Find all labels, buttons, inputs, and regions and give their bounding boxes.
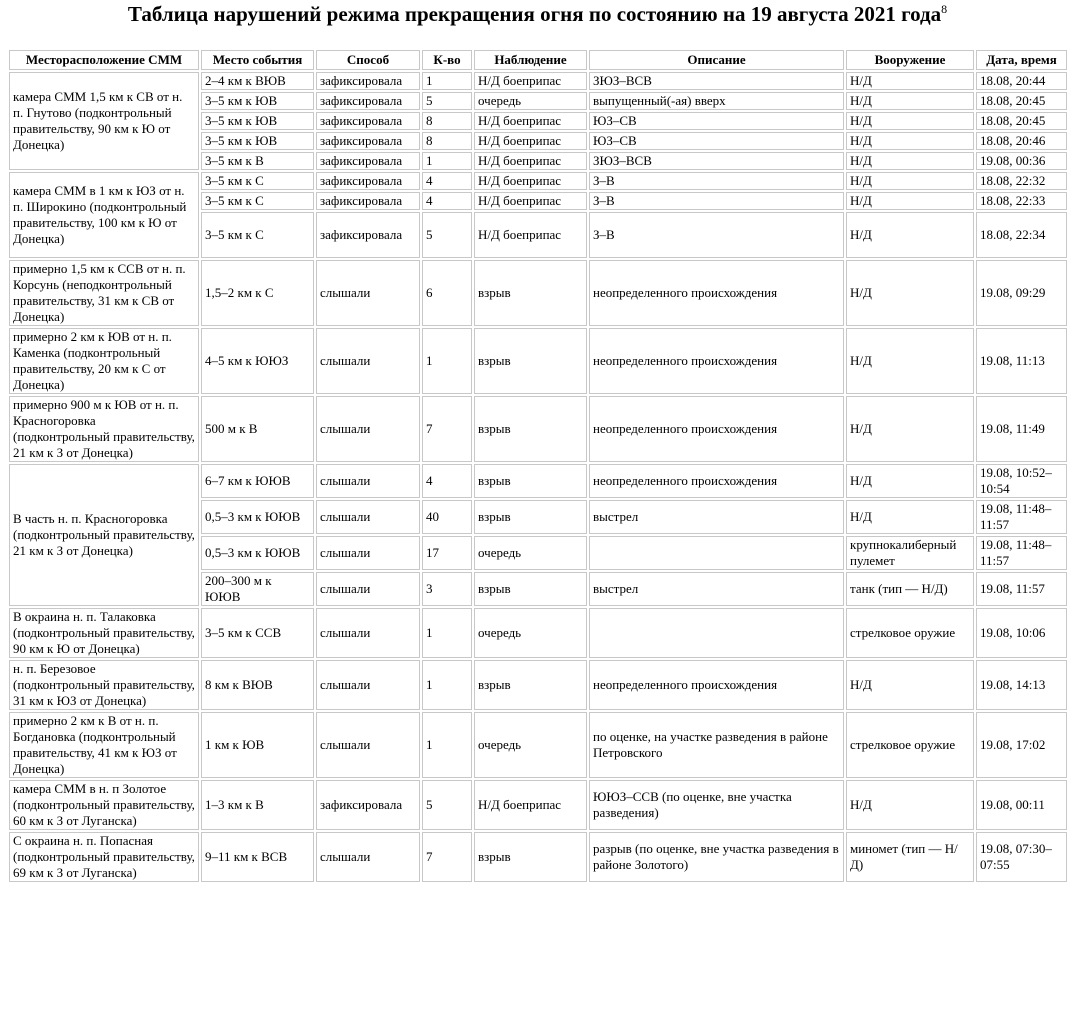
- event-place-cell: 0,5–3 км к ЮЮВ: [201, 536, 314, 570]
- event-place-cell: 2–4 км к ВЮВ: [201, 72, 314, 90]
- smm-location-cell: С окраина н. п. Попасная (подконтрольный правительству, 69 км к З от Луганска): [9, 832, 199, 882]
- event-place-cell: 8 км к ВЮВ: [201, 660, 314, 710]
- count-cell: 17: [422, 536, 472, 570]
- method-cell: зафиксировала: [316, 112, 420, 130]
- observation-cell: взрыв: [474, 832, 587, 882]
- smm-location-cell: н. п. Березовое (подконтрольный правительству, 31 км к ЮЗ от Донецка): [9, 660, 199, 710]
- event-place-cell: 500 м к В: [201, 396, 314, 462]
- event-place-cell: 3–5 км к С: [201, 192, 314, 210]
- event-place-cell: 3–5 км к ССВ: [201, 608, 314, 658]
- datetime-cell: 19.08, 11:48–11:57: [976, 500, 1067, 534]
- table-row: [9, 172, 1067, 190]
- observation-cell: очередь: [474, 712, 587, 778]
- event-place-cell: 3–5 км к С: [201, 212, 314, 258]
- datetime-cell: 18.08, 20:45: [976, 112, 1067, 130]
- description-cell: ЗЮЗ–ВСВ: [589, 72, 844, 90]
- event-place-cell: 3–5 км к ЮВ: [201, 112, 314, 130]
- datetime-cell: 19.08, 07:30–07:55: [976, 832, 1067, 882]
- table-row: [9, 396, 1067, 462]
- description-cell: ЮЗ–СВ: [589, 132, 844, 150]
- weapon-cell: Н/Д: [846, 396, 974, 462]
- method-cell: зафиксировала: [316, 152, 420, 170]
- observation-cell: Н/Д боеприпас: [474, 780, 587, 830]
- count-cell: 1: [422, 608, 472, 658]
- datetime-cell: 18.08, 20:44: [976, 72, 1067, 90]
- method-cell: слышали: [316, 832, 420, 882]
- footnote-marker: 8: [941, 2, 948, 16]
- datetime-cell: 19.08, 09:29: [976, 260, 1067, 326]
- event-place-cell: 6–7 км к ЮЮВ: [201, 464, 314, 498]
- description-cell: [589, 536, 844, 570]
- datetime-cell: 19.08, 10:06: [976, 608, 1067, 658]
- column-header: Место события: [201, 50, 314, 70]
- datetime-cell: 18.08, 22:33: [976, 192, 1067, 210]
- method-cell: слышали: [316, 396, 420, 462]
- observation-cell: Н/Д боеприпас: [474, 152, 587, 170]
- table-row: [9, 712, 1067, 778]
- weapon-cell: Н/Д: [846, 328, 974, 394]
- method-cell: зафиксировала: [316, 780, 420, 830]
- count-cell: 4: [422, 172, 472, 190]
- description-cell: разрыв (по оценке, вне участка разведения в районе Золотого): [589, 832, 844, 882]
- description-cell: выстрел: [589, 572, 844, 606]
- count-cell: 4: [422, 464, 472, 498]
- table-row: [9, 780, 1067, 830]
- table-row: [9, 832, 1067, 882]
- table-row: [9, 608, 1067, 658]
- smm-location-cell: примерно 2 км к ЮВ от н. п. Каменка (подконтрольный правительству, 20 км к С от Донецка): [9, 328, 199, 394]
- datetime-cell: 19.08, 10:52–10:54: [976, 464, 1067, 498]
- event-place-cell: 9–11 км к ВСВ: [201, 832, 314, 882]
- method-cell: слышали: [316, 328, 420, 394]
- datetime-cell: 19.08, 11:13: [976, 328, 1067, 394]
- weapon-cell: Н/Д: [846, 464, 974, 498]
- datetime-cell: 18.08, 20:45: [976, 92, 1067, 110]
- column-header: К-во: [422, 50, 472, 70]
- observation-cell: Н/Д боеприпас: [474, 72, 587, 90]
- column-header: Способ: [316, 50, 420, 70]
- method-cell: зафиксировала: [316, 172, 420, 190]
- observation-cell: взрыв: [474, 660, 587, 710]
- description-cell: выпущенный(-ая) вверх: [589, 92, 844, 110]
- table-row: [9, 660, 1067, 710]
- observation-cell: взрыв: [474, 260, 587, 326]
- method-cell: зафиксировала: [316, 132, 420, 150]
- description-cell: З–В: [589, 172, 844, 190]
- weapon-cell: Н/Д: [846, 260, 974, 326]
- weapon-cell: крупнокалиберный пулемет: [846, 536, 974, 570]
- smm-location-cell: примерно 1,5 км к ССВ от н. п. Корсунь (неподконтрольный правительству, 31 км к СВ от Донецка): [9, 260, 199, 326]
- description-cell: неопределенного происхождения: [589, 464, 844, 498]
- weapon-cell: танк (тип — Н/Д): [846, 572, 974, 606]
- weapon-cell: Н/Д: [846, 780, 974, 830]
- page-title: [0, 0, 1075, 34]
- weapon-cell: стрелковое оружие: [846, 712, 974, 778]
- count-cell: 7: [422, 832, 472, 882]
- weapon-cell: Н/Д: [846, 132, 974, 150]
- weapon-cell: Н/Д: [846, 112, 974, 130]
- observation-cell: взрыв: [474, 572, 587, 606]
- count-cell: 5: [422, 212, 472, 258]
- smm-location-cell: В часть н. п. Красногоровка (подконтрольный правительству, 21 км к З от Донецка): [9, 464, 199, 606]
- method-cell: слышали: [316, 260, 420, 326]
- table-row: [9, 464, 1067, 498]
- datetime-cell: 19.08, 00:36: [976, 152, 1067, 170]
- datetime-cell: 19.08, 11:49: [976, 396, 1067, 462]
- count-cell: 5: [422, 92, 472, 110]
- count-cell: 7: [422, 396, 472, 462]
- column-header: Описание: [589, 50, 844, 70]
- event-place-cell: 4–5 км к ЮЮЗ: [201, 328, 314, 394]
- weapon-cell: миномет (тип — Н/Д): [846, 832, 974, 882]
- description-cell: неопределенного происхождения: [589, 260, 844, 326]
- method-cell: слышали: [316, 660, 420, 710]
- observation-cell: взрыв: [474, 396, 587, 462]
- weapon-cell: Н/Д: [846, 72, 974, 90]
- event-place-cell: 0,5–3 км к ЮЮВ: [201, 500, 314, 534]
- description-cell: по оценке, на участке разведения в районе Петровского: [589, 712, 844, 778]
- smm-location-cell: камера СММ 1,5 км к СВ от н. п. Гнутово (подконтрольный правительству, 90 км к Ю от Донецка): [9, 72, 199, 170]
- table-row: [9, 72, 1067, 90]
- count-cell: 8: [422, 112, 472, 130]
- weapon-cell: Н/Д: [846, 172, 974, 190]
- description-cell: неопределенного происхождения: [589, 660, 844, 710]
- count-cell: 1: [422, 328, 472, 394]
- ceasefire-violations-table: [7, 48, 1069, 884]
- event-place-cell: 3–5 км к ЮВ: [201, 132, 314, 150]
- weapon-cell: Н/Д: [846, 660, 974, 710]
- description-cell: неопределенного происхождения: [589, 396, 844, 462]
- count-cell: 8: [422, 132, 472, 150]
- observation-cell: Н/Д боеприпас: [474, 212, 587, 258]
- description-cell: ЮЮЗ–ССВ (по оценке, вне участка разведения): [589, 780, 844, 830]
- observation-cell: взрыв: [474, 464, 587, 498]
- observation-cell: Н/Д боеприпас: [474, 172, 587, 190]
- weapon-cell: Н/Д: [846, 192, 974, 210]
- description-cell: выстрел: [589, 500, 844, 534]
- datetime-cell: 19.08, 11:57: [976, 572, 1067, 606]
- smm-location-cell: камера СММ в н. п Золотое (подконтрольный правительству, 60 км к З от Луганска): [9, 780, 199, 830]
- datetime-cell: 18.08, 22:32: [976, 172, 1067, 190]
- weapon-cell: Н/Д: [846, 212, 974, 258]
- header-row: [9, 50, 1067, 70]
- description-cell: З–В: [589, 192, 844, 210]
- column-header: Дата, время: [976, 50, 1067, 70]
- method-cell: слышали: [316, 464, 420, 498]
- table-header: [9, 50, 1067, 70]
- count-cell: 3: [422, 572, 472, 606]
- table-body: [9, 72, 1067, 882]
- datetime-cell: 18.08, 20:46: [976, 132, 1067, 150]
- observation-cell: Н/Д боеприпас: [474, 132, 587, 150]
- count-cell: 1: [422, 712, 472, 778]
- datetime-cell: 19.08, 11:48–11:57: [976, 536, 1067, 570]
- method-cell: слышали: [316, 712, 420, 778]
- weapon-cell: Н/Д: [846, 152, 974, 170]
- event-place-cell: 200–300 м к ЮЮВ: [201, 572, 314, 606]
- event-place-cell: 1,5–2 км к С: [201, 260, 314, 326]
- description-cell: [589, 608, 844, 658]
- datetime-cell: 19.08, 00:11: [976, 780, 1067, 830]
- observation-cell: взрыв: [474, 500, 587, 534]
- count-cell: 6: [422, 260, 472, 326]
- smm-location-cell: камера СММ в 1 км к ЮЗ от н. п. Широкино (подконтрольный правительству, 100 км к Ю от Донецка): [9, 172, 199, 258]
- datetime-cell: 19.08, 17:02: [976, 712, 1067, 778]
- datetime-cell: 19.08, 14:13: [976, 660, 1067, 710]
- table-row: [9, 328, 1067, 394]
- description-cell: неопределенного происхождения: [589, 328, 844, 394]
- method-cell: слышали: [316, 500, 420, 534]
- observation-cell: очередь: [474, 536, 587, 570]
- event-place-cell: 1 км к ЮВ: [201, 712, 314, 778]
- title-text: Таблица нарушений режима прекращения огня по состоянию на 19 августа 2021 года: [127, 2, 942, 26]
- smm-location-cell: В окраина н. п. Талаковка (подконтрольный правительству, 90 км к Ю от Донецка): [9, 608, 199, 658]
- observation-cell: взрыв: [474, 328, 587, 394]
- weapon-cell: стрелковое оружие: [846, 608, 974, 658]
- method-cell: зафиксировала: [316, 192, 420, 210]
- method-cell: зафиксировала: [316, 72, 420, 90]
- observation-cell: Н/Д боеприпас: [474, 112, 587, 130]
- smm-location-cell: примерно 2 км к В от н. п. Богдановка (подконтрольный правительству, 41 км к ЮЗ от Донецка): [9, 712, 199, 778]
- method-cell: слышали: [316, 536, 420, 570]
- count-cell: 1: [422, 72, 472, 90]
- column-header: Вооружение: [846, 50, 974, 70]
- observation-cell: очередь: [474, 608, 587, 658]
- count-cell: 1: [422, 660, 472, 710]
- count-cell: 1: [422, 152, 472, 170]
- datetime-cell: 18.08, 22:34: [976, 212, 1067, 258]
- count-cell: 40: [422, 500, 472, 534]
- event-place-cell: 1–3 км к В: [201, 780, 314, 830]
- event-place-cell: 3–5 км к В: [201, 152, 314, 170]
- event-place-cell: 3–5 км к ЮВ: [201, 92, 314, 110]
- description-cell: З–В: [589, 212, 844, 258]
- count-cell: 4: [422, 192, 472, 210]
- weapon-cell: Н/Д: [846, 500, 974, 534]
- observation-cell: Н/Д боеприпас: [474, 192, 587, 210]
- column-header: Наблюдение: [474, 50, 587, 70]
- method-cell: слышали: [316, 608, 420, 658]
- weapon-cell: Н/Д: [846, 92, 974, 110]
- method-cell: зафиксировала: [316, 212, 420, 258]
- method-cell: слышали: [316, 572, 420, 606]
- count-cell: 5: [422, 780, 472, 830]
- description-cell: ЮЗ–СВ: [589, 112, 844, 130]
- method-cell: зафиксировала: [316, 92, 420, 110]
- table-row: [9, 260, 1067, 326]
- observation-cell: очередь: [474, 92, 587, 110]
- description-cell: ЗЮЗ–ВСВ: [589, 152, 844, 170]
- event-place-cell: 3–5 км к С: [201, 172, 314, 190]
- smm-location-cell: примерно 900 м к ЮВ от н. п. Красногоровка (подконтрольный правительству, 21 км к З от Донецка): [9, 396, 199, 462]
- column-header: Месторасположение СММ: [9, 50, 199, 70]
